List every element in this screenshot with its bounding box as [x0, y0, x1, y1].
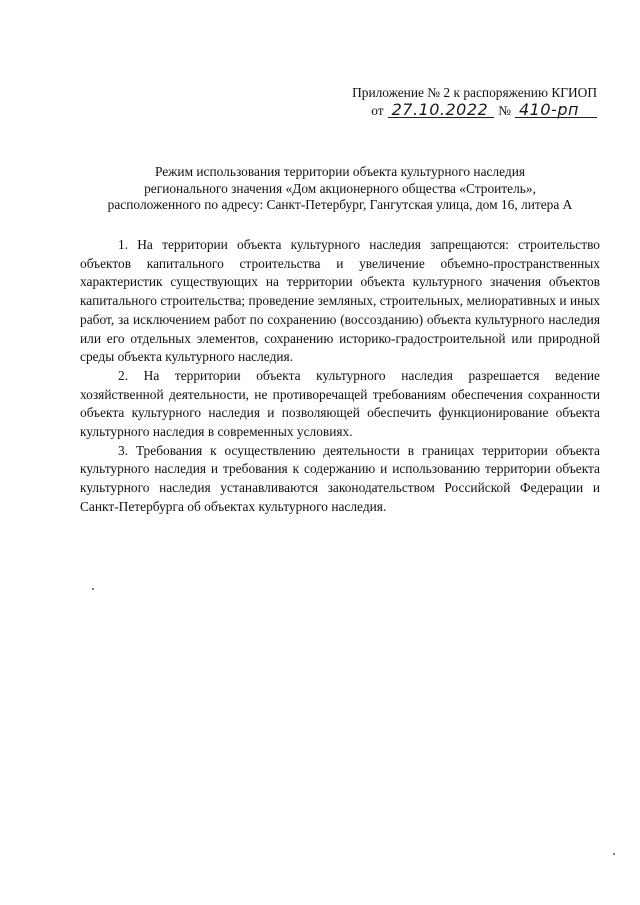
annex-date-handwritten: 27.10.2022 [388, 102, 495, 118]
annex-title: Приложение № 2 к распоряжению КГИОП [352, 85, 597, 100]
paragraph-1: 1. На территории объекта культурного наследия запрещаются: строительство объектов капитального строительства и увеличение объемно-пространственных характеристик существующих на территории объекта культурного значения объектов капитального строительства; проведение земляных, строительных, мелиоративных и иных работ, за исключением работ по сохранению (воссозданию) объекта культурного наследия или его отдельных элементов, сохранению историко-градостроительной или природной среды объекта культурного наследия. [80, 237, 600, 365]
document-body [80, 236, 600, 517]
paragraph-3: 3. Требования к осуществлению деятельности в границах территории объекта культурного наследия и требования к содержанию и использованию территории объекта культурного наследия устанавливаются законодательством Российской Федерации и Санкт-Петербурга об объектах культурного наследия. [80, 442, 600, 514]
title-line-2: регионального значения «Дом акционерного общества «Строитель», [144, 180, 536, 196]
annex-date-number-line [297, 102, 597, 119]
annex-from-label: от [371, 103, 384, 118]
scan-speck [92, 588, 94, 590]
title-line-3: расположенного по адресу: Санкт-Петербург, Гангутская улица, дом 16, литера А [107, 197, 573, 212]
scan-speck [613, 853, 615, 855]
paragraph-2: 2. На территории объекта культурного наследия разрешается ведение хозяйственной деятельности, не противоречащей требованиям обеспечения сохранности объекта культурного наследия и позволяющей обеспечить функционирование объекта культурного наследия в современных условиях. [80, 367, 600, 440]
title-line-1: Режим использования территории объекта культурного наследия [154, 164, 526, 179]
document-title [80, 164, 600, 214]
annex-number-handwritten: 410-рп [515, 102, 597, 118]
annex-header [297, 84, 597, 119]
annex-number-sign: № [498, 103, 511, 118]
